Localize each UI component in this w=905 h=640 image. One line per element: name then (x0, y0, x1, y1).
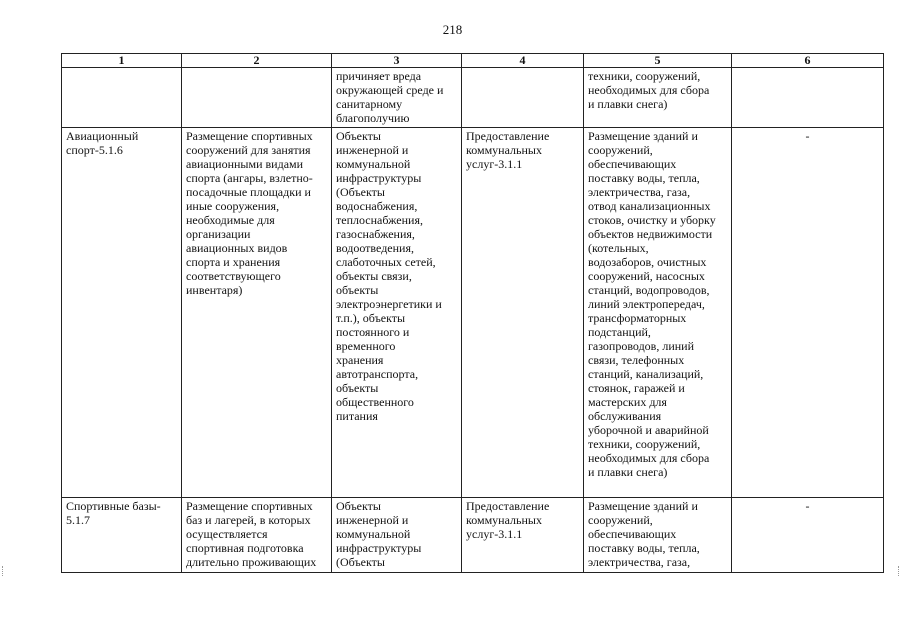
cell-text-line: обеспечивающих (588, 527, 677, 541)
cell-text-line: Объекты (336, 499, 381, 513)
scan-edge-mark-right (898, 566, 903, 576)
cell-text-line: (Объекты (336, 185, 385, 199)
cell-text-line: иные сооружения, (186, 199, 280, 213)
cell-text-line: водоотведения, (336, 241, 414, 255)
cell-text-line: сооружений, (588, 143, 653, 157)
cell-text-line: электричества, газа, (588, 555, 691, 569)
cell-text-line: поставку воды, тепла, (588, 541, 700, 555)
cell-text-line: станций, водопроводов, (588, 283, 710, 297)
cell-text-line: теплоснабжения, (336, 213, 423, 227)
row-1-col-6 (732, 68, 884, 128)
cell-text-line: стоянок, гаражей и (588, 381, 685, 395)
row-1-col-3 (332, 68, 462, 128)
cell-text-line: инфраструктуры (336, 541, 422, 555)
cell-text-line: уборочной и аварийной (588, 423, 709, 437)
row-1-col-1 (62, 68, 182, 128)
cell-text-line: организации (186, 227, 251, 241)
cell-text-line: газоснабжения, (336, 227, 415, 241)
cell-text-line: авиационными видами (186, 157, 304, 171)
cell-text-line: техники, сооружений, (588, 69, 701, 83)
cell-text-line: постоянного и (336, 325, 410, 339)
cell-text-line: отвод канализационных (588, 199, 711, 213)
cell-text-line: водоснабжения, (336, 199, 418, 213)
row-3-col-6 (732, 498, 884, 573)
column-header-6: 6 (732, 54, 884, 68)
cell-text-line: сооружений, насосных (588, 269, 705, 283)
cell-text-line: общественного (336, 395, 414, 409)
cell-text-line: Авиационный (66, 129, 139, 143)
cell-text-line: длительно проживающих (186, 555, 317, 569)
cell-text-line: соответствующего (186, 269, 281, 283)
cell-text-line: т.п.), объекты (336, 311, 406, 325)
cell-text-line: причиняет вреда (336, 69, 422, 83)
cell-text-line: временного (336, 339, 396, 353)
cell-text-line: Объекты (336, 129, 381, 143)
cell-text-line: спорта (ангары, взлетно- (186, 171, 313, 185)
cell-text-line: баз и лагерей, в которых (186, 513, 311, 527)
cell-text-line: сооружений, (588, 513, 653, 527)
cell-text-line: благополучию (336, 111, 410, 125)
cell-text-line: услуг-3.1.1 (466, 527, 523, 541)
cell-text-line: Размещение зданий и (588, 499, 698, 513)
row-2-col-1 (62, 128, 182, 498)
cell-text-line: Размещение зданий и (588, 129, 698, 143)
row-1-col-5 (584, 68, 732, 128)
cell-text-line: коммунальных (466, 513, 542, 527)
table-row (62, 68, 884, 128)
row-1-col-4 (462, 68, 584, 128)
cell-text-line: связи, телефонных (588, 353, 685, 367)
cell-text-line: стоков, очистку и уборку (588, 213, 716, 227)
cell-text-line: осуществляется (186, 527, 268, 541)
cell-text-line: поставку воды, тепла, (588, 171, 700, 185)
cell-text-line: Размещение спортивных (186, 499, 313, 513)
cell-text-line: трансформаторных (588, 311, 687, 325)
table-header-row (62, 54, 884, 68)
column-header-2: 2 (182, 54, 332, 68)
cell-text-line: объекты (336, 283, 379, 297)
cell-text-line: (котельных, (588, 241, 649, 255)
cell-text-line: инженерной и (336, 143, 409, 157)
cell-text-line: хранения (336, 353, 384, 367)
cell-text-line: водозаборов, очистных (588, 255, 707, 269)
row-2-col-6 (732, 128, 884, 498)
cell-text-line: слаботочных сетей, (336, 255, 436, 269)
cell-text-line: подстанций, (588, 325, 651, 339)
column-header-1: 1 (62, 54, 182, 68)
scan-edge-mark-left (2, 566, 7, 576)
cell-text-line: необходимых для сбора (588, 451, 710, 465)
cell-text-line: спортивная подготовка (186, 541, 304, 555)
cell-text-line: станций, канализаций, (588, 367, 704, 381)
cell-text-line: (Объекты (336, 555, 385, 569)
row-1-col-2 (182, 68, 332, 128)
cell-text-line: техники, сооружений, (588, 437, 701, 451)
row-2-col-6-text: - (805, 129, 810, 143)
cell-text-line: электричества, газа, (588, 185, 691, 199)
cell-text-line: объектов недвижимости (588, 227, 713, 241)
cell-text-line: объекты связи, (336, 269, 412, 283)
cell-text-line: сооружений для занятия (186, 143, 311, 157)
cell-text-line: коммунальной (336, 527, 411, 541)
cell-text-line: газопроводов, линий (588, 339, 695, 353)
cell-text-line: 5.1.7 (66, 513, 90, 527)
cell-text-line: санитарному (336, 97, 403, 111)
row-3-col-1 (62, 498, 182, 573)
row-2-col-2 (182, 128, 332, 498)
cell-text-line: окружающей среде и (336, 83, 444, 97)
row-2-col-4 (462, 128, 584, 498)
cell-text-line: коммунальных (466, 143, 542, 157)
row-3-col-2 (182, 498, 332, 573)
cell-text-line: необходимых для сбора (588, 83, 710, 97)
cell-text-line: и плавки снега) (588, 465, 668, 479)
cell-text-line: посадочные площадки и (186, 185, 311, 199)
row-2-col-3 (332, 128, 462, 498)
cell-text-line: обеспечивающих (588, 157, 677, 171)
cell-text-line: инвентаря) (186, 283, 243, 297)
row-3-col-4 (462, 498, 584, 573)
cell-text-line: и плавки снега) (588, 97, 668, 111)
cell-text-line: коммунальной (336, 157, 411, 171)
cell-text-line: спорта и хранения (186, 255, 281, 269)
document-table (61, 53, 884, 573)
cell-text-line: спорт-5.1.6 (66, 143, 123, 157)
row-3-col-3 (332, 498, 462, 573)
row-3-col-5 (584, 498, 732, 573)
column-header-3: 3 (332, 54, 462, 68)
cell-text-line: Спортивные базы- (66, 499, 161, 513)
table-row (62, 128, 884, 498)
row-2-col-5 (584, 128, 732, 498)
cell-text-line: питания (336, 409, 378, 423)
cell-text-line: объекты (336, 381, 379, 395)
cell-text-line: электроэнергетики и (336, 297, 442, 311)
row-3-col-6-text: - (805, 499, 810, 513)
column-header-5: 5 (584, 54, 732, 68)
cell-text-line: авиационных видов (186, 241, 288, 255)
page-number: 218 (442, 22, 463, 37)
cell-text-line: услуг-3.1.1 (466, 157, 523, 171)
cell-text-line: Предоставление (466, 499, 550, 513)
cell-text-line: Размещение спортивных (186, 129, 313, 143)
cell-text-line: инфраструктуры (336, 171, 422, 185)
cell-text-line: обслуживания (588, 409, 662, 423)
cell-text-line: линий электропередач, (588, 297, 705, 311)
cell-text-line: Предоставление (466, 129, 550, 143)
column-header-4: 4 (462, 54, 584, 68)
cell-text-line: инженерной и (336, 513, 409, 527)
table-row (62, 498, 884, 573)
cell-text-line: автотранспорта, (336, 367, 419, 381)
cell-text-line: мастерских для (588, 395, 667, 409)
cell-text-line: необходимые для (186, 213, 275, 227)
